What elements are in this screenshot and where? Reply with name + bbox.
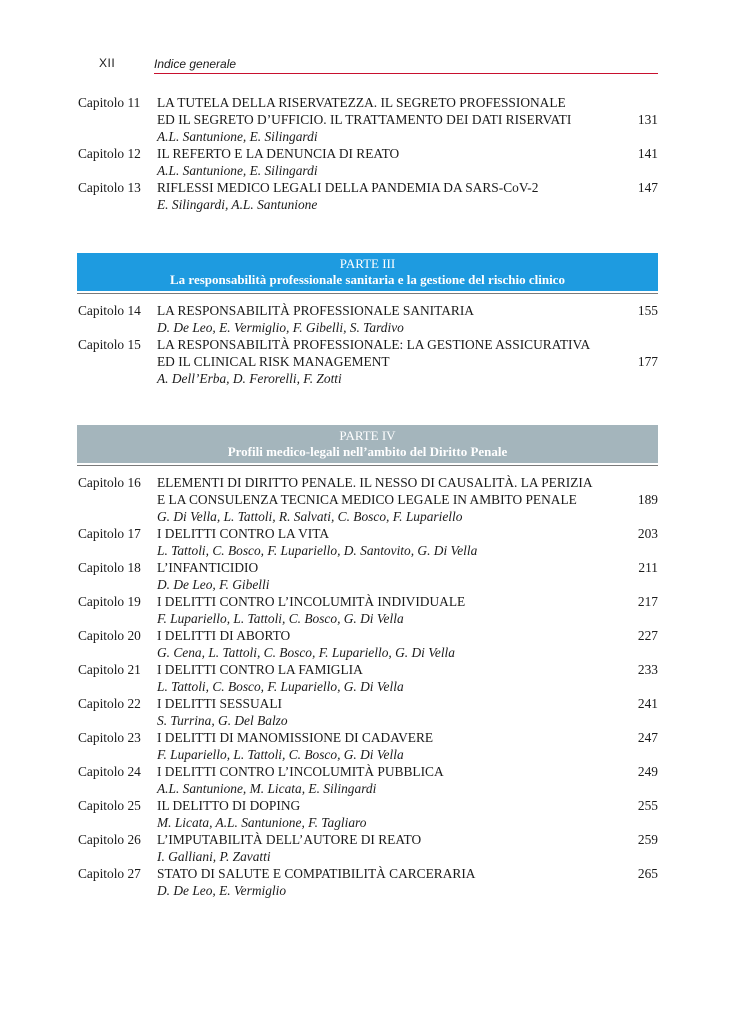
toc-entry (78, 94, 658, 145)
part-iii-title: PARTE III (339, 256, 396, 271)
page-ref: 227 (637, 628, 658, 643)
part-iv-subtitle: Profili medico-legali nell’ambito del Diritto Penale (227, 444, 508, 459)
chapter-authors: D. De Leo, E. Vermiglio, F. Gibelli, S. Tardivo (157, 320, 404, 335)
toc-entry-line (78, 729, 658, 746)
toc-entry (78, 336, 658, 387)
page-ref: 241 (637, 696, 658, 711)
chapter-title: LA RESPONSABILITÀ PROFESSIONALE: LA GESTIONE ASSICURATIVA (157, 337, 591, 352)
page-ref: 217 (637, 594, 658, 609)
toc-entry-authors-line (78, 508, 658, 525)
page-ref: 189 (637, 492, 658, 507)
chapter-title: I DELITTI CONTRO L’INCOLUMITÀ PUBBLICA (157, 764, 444, 779)
toc-entry-authors-line (78, 678, 658, 695)
page-ref: 147 (637, 180, 658, 195)
toc-entry-line (78, 831, 658, 848)
page-number: XII (99, 56, 116, 70)
chapter-authors: A.L. Santunione, E. Silingardi (157, 129, 318, 144)
chapter-label: Capitolo 21 (78, 662, 141, 677)
toc-entry (78, 474, 658, 525)
toc-entry-line (78, 491, 658, 508)
toc-entry-line (78, 302, 658, 319)
toc-entry-authors-line (78, 319, 658, 336)
toc-entry-line (78, 474, 658, 491)
toc-entry-authors-line (78, 196, 658, 213)
toc-entry-line (78, 865, 658, 882)
page-ref: 177 (637, 354, 658, 369)
part-iv-underline (77, 465, 658, 466)
toc-entry-line (78, 145, 658, 162)
chapter-title: I DELITTI SESSUALI (157, 696, 282, 711)
chapter-label: Capitolo 14 (78, 303, 141, 318)
toc-entry-authors-line (78, 644, 658, 661)
toc-entry (78, 179, 658, 213)
part-iv-title: PARTE IV (339, 428, 396, 443)
chapter-label: Capitolo 13 (78, 180, 141, 195)
page-ref: 255 (637, 798, 658, 813)
chapter-title: ELEMENTI DI DIRITTO PENALE. IL NESSO DI CAUSALITÀ. LA PERIZIA (157, 475, 593, 490)
chapter-title: I DELITTI CONTRO LA FAMIGLIA (157, 662, 363, 677)
page-ref: 233 (637, 662, 658, 677)
toc-entry (78, 593, 658, 627)
running-title: Indice generale (154, 57, 237, 71)
chapter-authors: D. De Leo, E. Vermiglio (157, 883, 287, 898)
toc-entry-line (78, 94, 658, 111)
toc-entry (78, 729, 658, 763)
chapter-title: L’IMPUTABILITÀ DELL’AUTORE DI REATO (157, 832, 422, 847)
toc-entry-line (78, 525, 658, 542)
chapter-title: IL DELITTO DI DOPING (157, 798, 301, 813)
toc-entry-line (78, 336, 658, 353)
chapter-authors: G. Cena, L. Tattoli, C. Bosco, F. Lupariello, G. Di Vella (157, 645, 455, 660)
toc-entry (78, 695, 658, 729)
toc-entry-authors-line (78, 370, 658, 387)
chapter-authors: L. Tattoli, C. Bosco, F. Lupariello, D. Santovito, G. Di Vella (157, 543, 478, 558)
chapter-title: E LA CONSULENZA TECNICA MEDICO LEGALE IN AMBITO PENALE (157, 492, 577, 507)
toc-entry-line (78, 695, 658, 712)
chapter-authors: E. Silingardi, A.L. Santunione (157, 197, 318, 212)
part-iii-underline (77, 293, 658, 294)
chapter-label: Capitolo 24 (78, 764, 141, 779)
toc-entry (78, 797, 658, 831)
toc-entry (78, 525, 658, 559)
page-ref: 203 (637, 526, 658, 541)
toc-entry (78, 627, 658, 661)
chapter-authors: A.L. Santunione, M. Licata, E. Silingardi (157, 781, 377, 796)
toc-entry-line (78, 763, 658, 780)
chapter-title: I DELITTI DI MANOMISSIONE DI CADAVERE (157, 730, 434, 745)
chapter-title: I DELITTI DI ABORTO (157, 628, 291, 643)
chapter-label: Capitolo 22 (78, 696, 141, 711)
toc-entry-authors-line (78, 882, 658, 899)
page-ref: 155 (637, 303, 658, 318)
toc-entry-line (78, 661, 658, 678)
chapter-authors: S. Turrina, G. Del Balzo (157, 713, 288, 728)
chapter-title: IL REFERTO E LA DENUNCIA DI REATO (157, 146, 400, 161)
toc-entry (78, 302, 658, 336)
chapter-title: RIFLESSI MEDICO LEGALI DELLA PANDEMIA DA SARS-CoV-2 (157, 180, 539, 195)
chapter-label: Capitolo 19 (78, 594, 141, 609)
toc-entry-authors-line (78, 814, 658, 831)
part-iii-subtitle: La responsabilità professionale sanitaria e la gestione del rischio clinico (170, 272, 565, 287)
chapter-title: I DELITTI CONTRO L’INCOLUMITÀ INDIVIDUALE (157, 594, 466, 609)
header-rule (154, 73, 658, 74)
chapter-title: I DELITTI CONTRO LA VITA (157, 526, 329, 541)
toc-entry-line (78, 559, 658, 576)
chapter-title: LA RESPONSABILITÀ PROFESSIONALE SANITARIA (157, 303, 474, 318)
chapter-label: Capitolo 20 (78, 628, 141, 643)
chapter-authors: D. De Leo, F. Gibelli (157, 577, 270, 592)
toc-entry-line (78, 627, 658, 644)
toc-entry-authors-line (78, 780, 658, 797)
chapter-label: Capitolo 11 (78, 95, 141, 110)
toc-group-part-iv (78, 474, 658, 899)
chapter-authors: I. Galliani, P. Zavatti (157, 849, 271, 864)
toc-group-part-iii (78, 302, 658, 387)
toc-entry-line (78, 111, 658, 128)
part-iv-banner (77, 425, 658, 463)
page-ref: 249 (637, 764, 658, 779)
toc-entry-authors-line (78, 848, 658, 865)
chapter-authors: F. Lupariello, L. Tattoli, C. Bosco, G. Di Vella (157, 611, 404, 626)
chapter-authors: G. Di Vella, L. Tattoli, R. Salvati, C. Bosco, F. Lupariello (157, 509, 463, 524)
toc-entry-authors-line (78, 712, 658, 729)
chapter-title: ED IL SEGRETO D’UFFICIO. IL TRATTAMENTO DEI DATI RISERVATI (157, 112, 572, 127)
toc-entry (78, 559, 658, 593)
running-header (77, 56, 658, 76)
page-ref: 247 (637, 730, 658, 745)
chapter-label: Capitolo 16 (78, 475, 141, 490)
toc-entry (78, 661, 658, 695)
toc-entry-authors-line (78, 128, 658, 145)
toc-group-part-ii-end (78, 94, 658, 213)
toc-entry-line (78, 797, 658, 814)
chapter-label: Capitolo 15 (78, 337, 141, 352)
toc-entry-authors-line (78, 746, 658, 763)
chapter-authors: M. Licata, A.L. Santunione, F. Tagliaro (157, 815, 367, 830)
chapter-label: Capitolo 27 (78, 866, 141, 881)
toc-entry-authors-line (78, 576, 658, 593)
page-ref: 265 (637, 866, 658, 881)
page-ref: 259 (637, 832, 658, 847)
chapter-authors: A. Dell’Erba, D. Ferorelli, F. Zotti (157, 371, 342, 386)
toc-entry-line (78, 179, 658, 196)
chapter-title: ED IL CLINICAL RISK MANAGEMENT (157, 354, 390, 369)
chapter-label: Capitolo 17 (78, 526, 141, 541)
page-ref: 131 (637, 112, 658, 127)
chapter-label: Capitolo 25 (78, 798, 141, 813)
page-ref: 211 (638, 560, 658, 575)
chapter-label: Capitolo 12 (78, 146, 141, 161)
toc-entry (78, 763, 658, 797)
chapter-title: LA TUTELA DELLA RISERVATEZZA. IL SEGRETO PROFESSIONALE (157, 95, 566, 110)
chapter-authors: F. Lupariello, L. Tattoli, C. Bosco, G. Di Vella (157, 747, 404, 762)
chapter-authors: A.L. Santunione, E. Silingardi (157, 163, 318, 178)
toc-entry (78, 831, 658, 865)
chapter-label: Capitolo 23 (78, 730, 141, 745)
toc-entry (78, 145, 658, 179)
chapter-title: STATO DI SALUTE E COMPATIBILITÀ CARCERARIA (157, 866, 476, 881)
toc-entry-authors-line (78, 542, 658, 559)
chapter-label: Capitolo 18 (78, 560, 141, 575)
toc-entry-line (78, 353, 658, 370)
toc-entry-authors-line (78, 162, 658, 179)
toc-entry-line (78, 593, 658, 610)
part-iii-banner (77, 253, 658, 291)
page-ref: 141 (637, 146, 658, 161)
chapter-title: L’INFANTICIDIO (157, 560, 259, 575)
toc-entry-authors-line (78, 610, 658, 627)
toc-entry (78, 865, 658, 899)
chapter-authors: L. Tattoli, C. Bosco, F. Lupariello, G. Di Vella (157, 679, 404, 694)
chapter-label: Capitolo 26 (78, 832, 141, 847)
